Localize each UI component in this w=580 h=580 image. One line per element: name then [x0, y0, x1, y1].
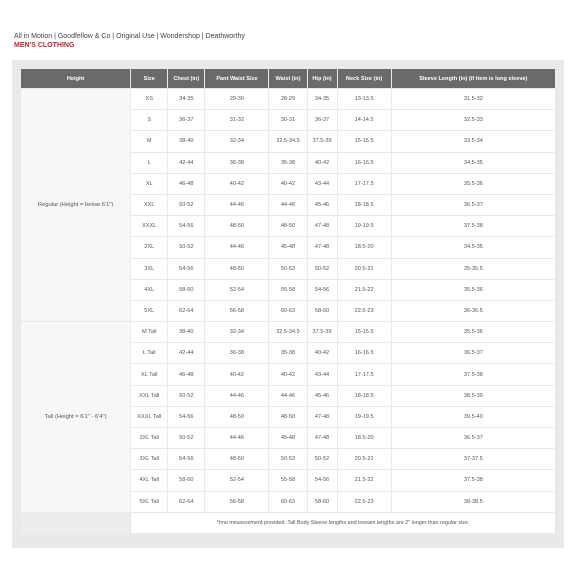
table-cell: 42-44: [168, 343, 204, 363]
table-cell: XXL: [131, 195, 167, 215]
height-group-label: Tall (Height = 6'1" - 6'4"): [21, 322, 130, 512]
table-cell: 56-58: [205, 301, 268, 321]
section-title: MEN'S CLOTHING: [14, 42, 75, 49]
table-cell: 43-44: [308, 174, 337, 194]
table-cell: 50-52: [308, 259, 337, 279]
table-cell: 28-29: [269, 89, 306, 109]
table-cell: 44-46: [205, 195, 268, 215]
table-cell: 22.5-23: [338, 492, 391, 512]
table-cell: 48-50: [205, 449, 268, 469]
table-cell: 15-15.5: [338, 131, 391, 151]
table-cell: 54-56: [168, 407, 204, 427]
table-cell: 14-14.5: [338, 110, 391, 130]
table-cell: 38.5-39: [392, 386, 555, 406]
table-cell: 2XL: [131, 237, 167, 257]
table-cell: 37.5-38: [392, 470, 555, 490]
table-cell: 55-58: [269, 280, 306, 300]
table-cell: 50-53: [269, 259, 306, 279]
table-cell: 35-38: [269, 343, 306, 363]
table-cell: 32.5-34.5: [269, 322, 306, 342]
table-cell: 36-36.5: [392, 301, 555, 321]
table-cell: 21.5-22: [338, 280, 391, 300]
height-group-label: Regular (Height = below 6'1"): [21, 89, 130, 321]
table-cell: 56-58: [205, 492, 268, 512]
table-cell: 20.5-21: [338, 259, 391, 279]
table-cell: 42-44: [168, 153, 204, 173]
table-cell: 37.5-38: [392, 216, 555, 236]
table-cell: 50-52: [168, 428, 204, 448]
table-cell: 52-54: [205, 470, 268, 490]
table-cell: 44-46: [205, 386, 268, 406]
table-cell: 54-56: [168, 216, 204, 236]
footnote: *Imo measurement provided. Tall Body Sleeve lengths and inseam lengths are 2" longer than regular size.: [131, 513, 555, 533]
table-cell: 39.5-40: [392, 407, 555, 427]
table-cell: 37.5-39: [308, 322, 337, 342]
table-cell: L: [131, 153, 167, 173]
table-row: [21, 89, 555, 109]
table-cell: 36.5-37: [392, 343, 555, 363]
table-cell: 35.5-36: [392, 280, 555, 300]
table-cell: 44-46: [205, 237, 268, 257]
table-cell: 31.5-32: [392, 89, 555, 109]
table-cell: 54-56: [168, 449, 204, 469]
table-cell: 48-50: [205, 216, 268, 236]
table-cell: 48-50: [269, 216, 306, 236]
table-cell: 38-40: [168, 322, 204, 342]
table-cell: 18.5-20: [338, 428, 391, 448]
table-cell: 40-42: [269, 174, 306, 194]
table-cell: 36-38: [205, 343, 268, 363]
table-cell: 36-37: [308, 110, 337, 130]
column-header: Neck Size (in): [338, 69, 391, 88]
header-row: [21, 69, 555, 88]
table-cell: 50-52: [168, 237, 204, 257]
table-cell: 50-52: [168, 386, 204, 406]
table-cell: 45-48: [269, 428, 306, 448]
table-cell: L Tall: [131, 343, 167, 363]
table-cell: 36-38: [205, 153, 268, 173]
table-cell: 19-19.5: [338, 216, 391, 236]
table-cell: 29-30: [205, 89, 268, 109]
table-cell: 48-50: [205, 407, 268, 427]
table-cell: 55-58: [269, 470, 306, 490]
table-cell: XXL Tall: [131, 386, 167, 406]
table-cell: 34.5-35: [392, 153, 555, 173]
table-cell: 3XL Tall: [131, 449, 167, 469]
table-cell: 37.5-38: [392, 364, 555, 384]
table-cell: 35-38: [269, 153, 306, 173]
table-cell: 34-35: [308, 89, 337, 109]
table-cell: 37.5-39: [308, 131, 337, 151]
table-cell: 22.5-23: [338, 301, 391, 321]
table-cell: 45-46: [308, 195, 337, 215]
table-cell: 43-44: [308, 364, 337, 384]
table-cell: 46-48: [168, 364, 204, 384]
table-cell: 46-48: [168, 174, 204, 194]
table-cell: 31-32: [205, 110, 268, 130]
table-cell: 15-15.5: [338, 322, 391, 342]
table-cell: 35-35.5: [392, 259, 555, 279]
table-cell: 47-48: [308, 407, 337, 427]
brand-list: All in Motion | Goodfellow & Co | Original Use | Wondershop | Deathworthy: [14, 33, 245, 40]
table-cell: 58-60: [308, 492, 337, 512]
table-cell: 50-52: [168, 195, 204, 215]
table-cell: 33.5-34: [392, 131, 555, 151]
table-cell: 4XL: [131, 280, 167, 300]
table-cell: 35.5-36: [392, 322, 555, 342]
table-cell: 19-19.5: [338, 407, 391, 427]
table-cell: 40-42: [205, 174, 268, 194]
table-cell: 34-35: [168, 89, 204, 109]
table-cell: 40-42: [308, 153, 337, 173]
table-cell: 58-60: [308, 301, 337, 321]
table-cell: 37-37.5: [392, 449, 555, 469]
table-row: [21, 322, 555, 342]
footnote-row: [21, 513, 555, 533]
table-cell: S: [131, 110, 167, 130]
table-cell: XL Tall: [131, 364, 167, 384]
table-cell: 32-34: [205, 322, 268, 342]
column-header: Waist (in): [269, 69, 306, 88]
column-header: Height: [21, 69, 130, 88]
table-cell: 60-63: [269, 301, 306, 321]
table-cell: 58-60: [168, 470, 204, 490]
table-cell: 38-40: [168, 131, 204, 151]
table-cell: 47-48: [308, 428, 337, 448]
table-cell: 34.5-35: [392, 237, 555, 257]
table-cell: 44-46: [269, 195, 306, 215]
footnote-spacer: [21, 513, 130, 533]
table-cell: 62-64: [168, 301, 204, 321]
table-cell: 4XL Tall: [131, 470, 167, 490]
column-header: Chest (in): [168, 69, 204, 88]
table-cell: 47-48: [308, 237, 337, 257]
table-cell: XXXL Tall: [131, 407, 167, 427]
table-cell: 62-64: [168, 492, 204, 512]
table-cell: 13-13.5: [338, 89, 391, 109]
table-cell: 30-31: [269, 110, 306, 130]
table-cell: 17-17.5: [338, 364, 391, 384]
table-cell: 18-18.5: [338, 195, 391, 215]
table-cell: 21.5-22: [338, 470, 391, 490]
table-cell: 18.5-20: [338, 237, 391, 257]
table-cell: M Tall: [131, 322, 167, 342]
table-cell: XS: [131, 89, 167, 109]
table-cell: 32.5-33: [392, 110, 555, 130]
table-cell: 5XL Tall: [131, 492, 167, 512]
column-header: Pant Waist Size: [205, 69, 268, 88]
table-cell: 45-48: [269, 237, 306, 257]
table-cell: 45-46: [308, 386, 337, 406]
table-cell: 5XL: [131, 301, 167, 321]
size-chart-table: [20, 68, 556, 534]
table-cell: 18-18.5: [338, 386, 391, 406]
column-header: Hip (in): [308, 69, 337, 88]
table-cell: 50-53: [269, 449, 306, 469]
table-cell: 36.5-37: [392, 195, 555, 215]
table-cell: 35.5-36: [392, 174, 555, 194]
table-cell: 60-63: [269, 492, 306, 512]
table-cell: 36.5-37: [392, 428, 555, 448]
table-cell: 17-17.5: [338, 174, 391, 194]
table-cell: 48-50: [269, 407, 306, 427]
table-cell: 54-56: [308, 470, 337, 490]
table-cell: 47-48: [308, 216, 337, 236]
table-cell: 38-38.5: [392, 492, 555, 512]
column-header: Sleeve Length (in) (if item is long sleeve): [392, 69, 555, 88]
column-header: Size: [131, 69, 167, 88]
table-cell: 44-46: [205, 428, 268, 448]
table-cell: M: [131, 131, 167, 151]
table-cell: 16-16.5: [338, 153, 391, 173]
table-cell: 54-56: [308, 280, 337, 300]
table-cell: 32.5-34.5: [269, 131, 306, 151]
table-cell: 2XL Tall: [131, 428, 167, 448]
table-cell: 32-34: [205, 131, 268, 151]
table-cell: XL: [131, 174, 167, 194]
table-cell: 16-16.5: [338, 343, 391, 363]
table-cell: 50-52: [308, 449, 337, 469]
table-cell: 58-60: [168, 280, 204, 300]
table-cell: 48-50: [205, 259, 268, 279]
table-cell: 52-54: [205, 280, 268, 300]
table-cell: XXXL: [131, 216, 167, 236]
table-cell: 40-42: [269, 364, 306, 384]
table-cell: 36-37: [168, 110, 204, 130]
table-cell: 54-56: [168, 259, 204, 279]
table-cell: 3XL: [131, 259, 167, 279]
table-cell: 44-46: [269, 386, 306, 406]
table-cell: 40-42: [308, 343, 337, 363]
table-cell: 40-42: [205, 364, 268, 384]
table-cell: 20.5-21: [338, 449, 391, 469]
